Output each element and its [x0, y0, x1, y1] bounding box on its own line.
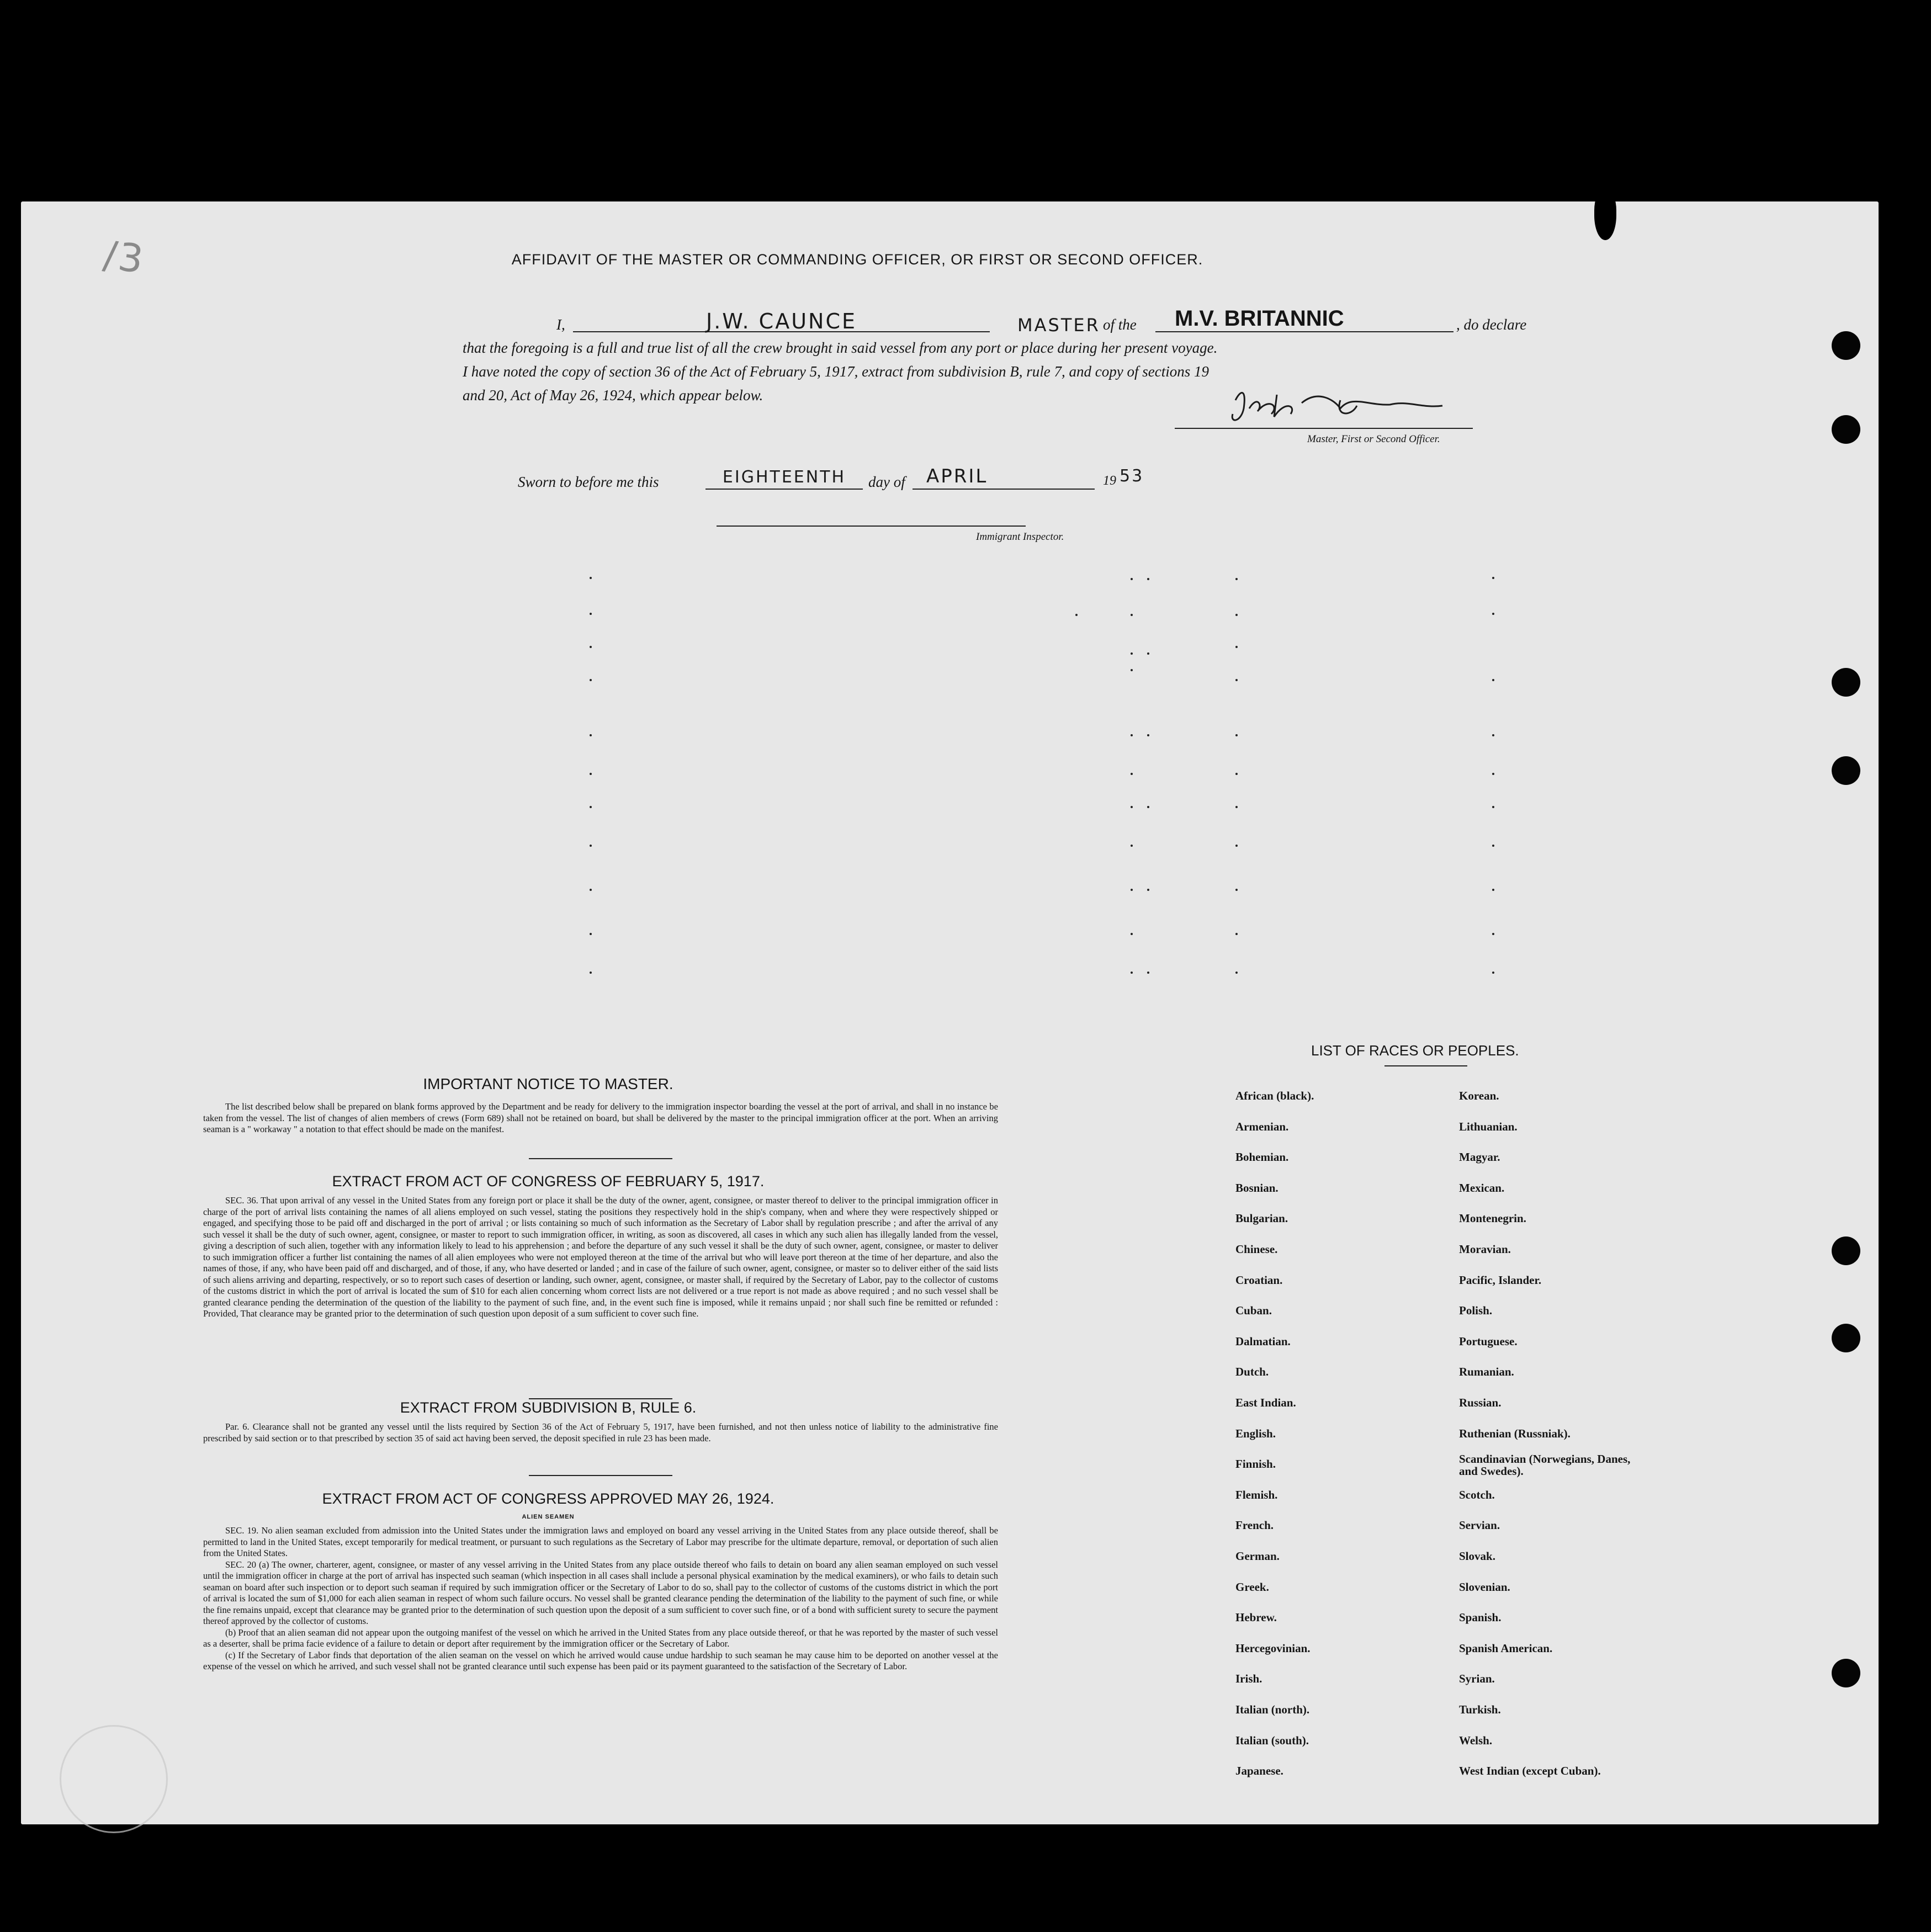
- declare-prefix: I,: [556, 316, 565, 333]
- extract-1924-body: [203, 1525, 998, 1673]
- extract-1917-body: SEC. 36. That upon arrival of any vessel in the United States from any foreign port or place it shall be the duty of the owner, agent, consignee, or master thereof to deliver to the principal immigration officer in charge of the port of arrival lists containing the names of all aliens employed on such vessel, stating the positions they respectively hold in the ship's company, when and where they were respectively shipped or engaged, and specifying those to be paid off and discharged in the port of arrival ; or lists containing so much of such information as the Secretary of Labor shall by regulation prescribe ; and after the arrival of any such vessel it shall be the duty of such owner, agent, consignee, or master to report to such immigration officer, in writing, as soon as discovered, all cases in which any such alien has illegally landed from the vessel, giving a description of such alien, together with any information likely to lead to his apprehension ; and before the departure of any such vessel it shall be the duty of such owner, agent, consignee, or master to deliver to such immigration officer a further list containing the names of all alien employees who were not employed thereon at the time of the arrival but who will leave port thereon at the time of her departure, and also the names of those, if any, who have been paid off and discharged, and of those, if any, who have deserted or landed ; and in case of the failure of such owner, agent, consignee, or master so to deliver either of the said lists of such aliens arriving and departing, respectively, or so to report such cases of desertion or landing, such owner, agent, consignee, or master shall, if required by the Secretary of Labor, pay to the collector of customs of the customs district in which the port of arrival is located the sum of $10 for each alien concerning whom correct lists are not delivered or a true report is not made as above required ; and no such vessel shall be granted clearance pending the determination of the question of the liability to the payment of such fine, and, in the event such fine is imposed, while it remains unpaid ; nor shall such fine be remitted or refunded : Provided, That clearance may be granted prior to the determination of such question upon deposit of a sum sufficient to cover such fine.: [203, 1195, 998, 1319]
- extract-rule6-body: Par. 6. Clearance shall not be granted any vessel until the lists required by Section 36 of the Act of February 5, 1917, have been furnished, and not then unless notice of liability to the administrative fine prescribed by said section or to that prescribed by section 35 of said act having been served, the deposit specified in rule 23 has been made.: [203, 1421, 998, 1443]
- sworn-day: EIGHTEENTH: [722, 468, 846, 487]
- race-item: Chinese.: [1235, 1243, 1278, 1256]
- punch-hole: [1832, 1324, 1860, 1352]
- race-item: French.: [1235, 1519, 1274, 1532]
- master-signature: [1224, 384, 1451, 428]
- race-item: Croatian.: [1235, 1273, 1283, 1287]
- of-the-text: of the: [1103, 316, 1137, 333]
- race-item: Portuguese.: [1459, 1334, 1518, 1348]
- extract-1924-title: EXTRACT FROM ACT OF CONGRESS APPROVED MAY 26, 1924.: [322, 1490, 774, 1507]
- race-item: Flemish.: [1235, 1488, 1278, 1501]
- race-item: Finnish.: [1235, 1457, 1276, 1471]
- manifest-sheet: [21, 201, 1879, 1824]
- race-item: West Indian (except Cuban).: [1459, 1764, 1601, 1778]
- race-item: Bulgarian.: [1235, 1212, 1288, 1225]
- faint-stamp: [60, 1725, 168, 1833]
- race-item: Welsh.: [1459, 1733, 1493, 1747]
- race-item: Scandinavian (Norwegians, Danes, and Swedes).: [1459, 1452, 1631, 1478]
- race-item: Polish.: [1459, 1304, 1493, 1318]
- inspector-caption: Immigrant Inspector.: [976, 531, 1064, 543]
- declarant-name: J.W. CAUNCE: [706, 309, 857, 333]
- race-item: Cuban.: [1235, 1304, 1272, 1318]
- affidavit-line-2: that the foregoing is a full and true list of all the crew brought in said vessel from any port or place during her present voyage.: [463, 339, 1218, 356]
- alien-seamen-subtitle: ALIEN SEAMEN: [522, 1514, 575, 1520]
- sworn-prefix: Sworn to before me this: [518, 474, 659, 490]
- year-prefix: 19: [1103, 474, 1116, 488]
- race-item: Dalmatian.: [1235, 1334, 1291, 1348]
- affidavit-line-3: I have noted the copy of section 36 of the Act of February 5, 1917, extract from subdivision B, rule 7, and copy of sections 19: [463, 363, 1209, 380]
- races-title: LIST OF RACES OR PEOPLES.: [1311, 1042, 1519, 1059]
- race-item: African (black).: [1235, 1089, 1314, 1102]
- race-item: Montenegrin.: [1459, 1212, 1526, 1225]
- vessel-name: M.V. BRITANNIC: [1175, 306, 1344, 331]
- race-item: Magyar.: [1459, 1150, 1500, 1164]
- rank: MASTER: [1017, 315, 1100, 336]
- day-of-text: day of: [868, 474, 905, 490]
- race-item: Slovak.: [1459, 1549, 1495, 1563]
- torn-corner-mark: [1594, 190, 1616, 240]
- race-item: Slovenian.: [1459, 1580, 1510, 1594]
- race-item: Scotch.: [1459, 1488, 1495, 1501]
- punch-hole: [1832, 756, 1860, 785]
- do-declare-text: , do declare: [1456, 316, 1527, 333]
- race-item: Syrian.: [1459, 1672, 1495, 1686]
- affidavit-title: AFFIDAVIT OF THE MASTER OR COMMANDING OFFICER, OR FIRST OR SECOND OFFICER.: [511, 251, 1203, 268]
- extract-rule6-title: EXTRACT FROM SUBDIVISION B, RULE 6.: [400, 1399, 697, 1416]
- race-item: Italian (north).: [1235, 1703, 1310, 1716]
- race-item: Hebrew.: [1235, 1611, 1277, 1625]
- race-item: Japanese.: [1235, 1764, 1283, 1778]
- race-item: Greek.: [1235, 1580, 1269, 1594]
- notice-body: The list described below shall be prepared on blank forms approved by the Department and be ready for delivery to the immigration inspector boarding the vessel at the port of arrival, and shall in no instance be taken from the vessel. The list of changes of alien members of crews (Form 689) shall not be retained on board, but shall be delivered by the master to the principal immigration officer at the port. When an arriving seaman is a " workaway " a notation to that effect should be made on the manifest.: [203, 1101, 998, 1134]
- race-item: Bosnian.: [1235, 1181, 1279, 1195]
- race-item: Spanish American.: [1459, 1641, 1553, 1655]
- signature-caption: Master, First or Second Officer.: [1307, 433, 1440, 445]
- race-item: Spanish.: [1459, 1611, 1502, 1625]
- race-item: Hercegovinian.: [1235, 1641, 1311, 1655]
- race-item: Dutch.: [1235, 1365, 1269, 1379]
- punch-hole: [1832, 331, 1860, 360]
- sworn-month: APRIL: [926, 465, 988, 487]
- race-item: Irish.: [1235, 1672, 1262, 1686]
- race-item: Ruthenian (Russniak).: [1459, 1426, 1571, 1440]
- extract-1917-title: EXTRACT FROM ACT OF CONGRESS OF FEBRUARY 5, 1917.: [332, 1173, 765, 1190]
- race-item: English.: [1235, 1426, 1276, 1440]
- race-item: Turkish.: [1459, 1703, 1501, 1716]
- notice-title: IMPORTANT NOTICE TO MASTER.: [423, 1075, 673, 1092]
- race-item: Lithuanian.: [1459, 1119, 1518, 1133]
- race-item: Rumanian.: [1459, 1365, 1514, 1379]
- race-item: Russian.: [1459, 1396, 1502, 1409]
- punch-hole: [1832, 415, 1860, 444]
- punch-hole: [1832, 668, 1860, 697]
- race-item: East Indian.: [1235, 1396, 1296, 1409]
- race-item: Servian.: [1459, 1519, 1500, 1532]
- sec-20c: (c) If the Secretary of Labor finds that deportation of the alien seaman on the vessel on which he arrived would cause undue hardship to such seaman he may cause him to be deported on another vessel at the expense of the vessel on which he arrived, and such vessel shall not be granted clearance until such expense has been paid or its payment guaranteed to the satisfaction of the Secretary of Labor.: [203, 1649, 998, 1671]
- race-item: Moravian.: [1459, 1243, 1511, 1256]
- sec-20b: (b) Proof that an alien seaman did not appear upon the outgoing manifest of the vessel on which he arrived in the United States from any place outside thereof, or that he was reported by the master of such vessel as a deserter, shall be prima facie evidence of a failure to detain or deport after requirement by the immigration officer or the Secretary of Labor.: [203, 1627, 998, 1649]
- punch-hole: [1832, 1236, 1860, 1265]
- margin-mark: /3: [100, 232, 148, 283]
- sec-20a: SEC. 20 (a) The owner, charterer, agent, consignee, or master of any vessel arriving in the United States from any place outside thereof who fails to detain on board any alien seaman employed on such vessel until the immigration officer in charge at the port of arrival has inspected such seaman (which inspection in all cases shall include a personal physical examination by the medical examiners), or who fails to detain such seaman on board after such inspection or to deport such seaman if required by such immigration officer or the Secretary of Labor to do so, shall pay to the collector of customs of the customs district in which the port of arrival is located the sum of $1,000 for each alien seaman in respect of whom such failure occurs. No vessel shall be granted clearance pending the determination of the liability to the payment of such fine, or while the fine remains unpaid, except that clearance may be granted prior to the determination of such question upon the deposit of a sum sufficient to cover such fine, or of a bond with sufficient surety to secure the payment thereof approved by the collector of customs.: [203, 1559, 998, 1626]
- race-item: Bohemian.: [1235, 1150, 1289, 1164]
- affidavit-line-4: and 20, Act of May 26, 1924, which appear below.: [463, 387, 763, 404]
- race-item: Mexican.: [1459, 1181, 1505, 1195]
- race-item: Italian (south).: [1235, 1733, 1309, 1747]
- race-item: Armenian.: [1235, 1119, 1289, 1133]
- race-item: German.: [1235, 1549, 1280, 1563]
- year-suffix: 53: [1120, 466, 1144, 486]
- punch-hole: [1832, 1659, 1860, 1687]
- race-item: Pacific, Islander.: [1459, 1273, 1542, 1287]
- race-item: Korean.: [1459, 1089, 1499, 1102]
- sec-19: SEC. 19. No alien seaman excluded from admission into the United States under the immigration laws and employed on board any vessel arriving in the United States from any place outside thereof, shall be permitted to land in the United States, except temporarily for medical treatment, or pursuant to such regulations as the Secretary of Labor may prescribe for the ultimate departure, removal, or deportation of such alien from the United States.: [203, 1525, 998, 1558]
